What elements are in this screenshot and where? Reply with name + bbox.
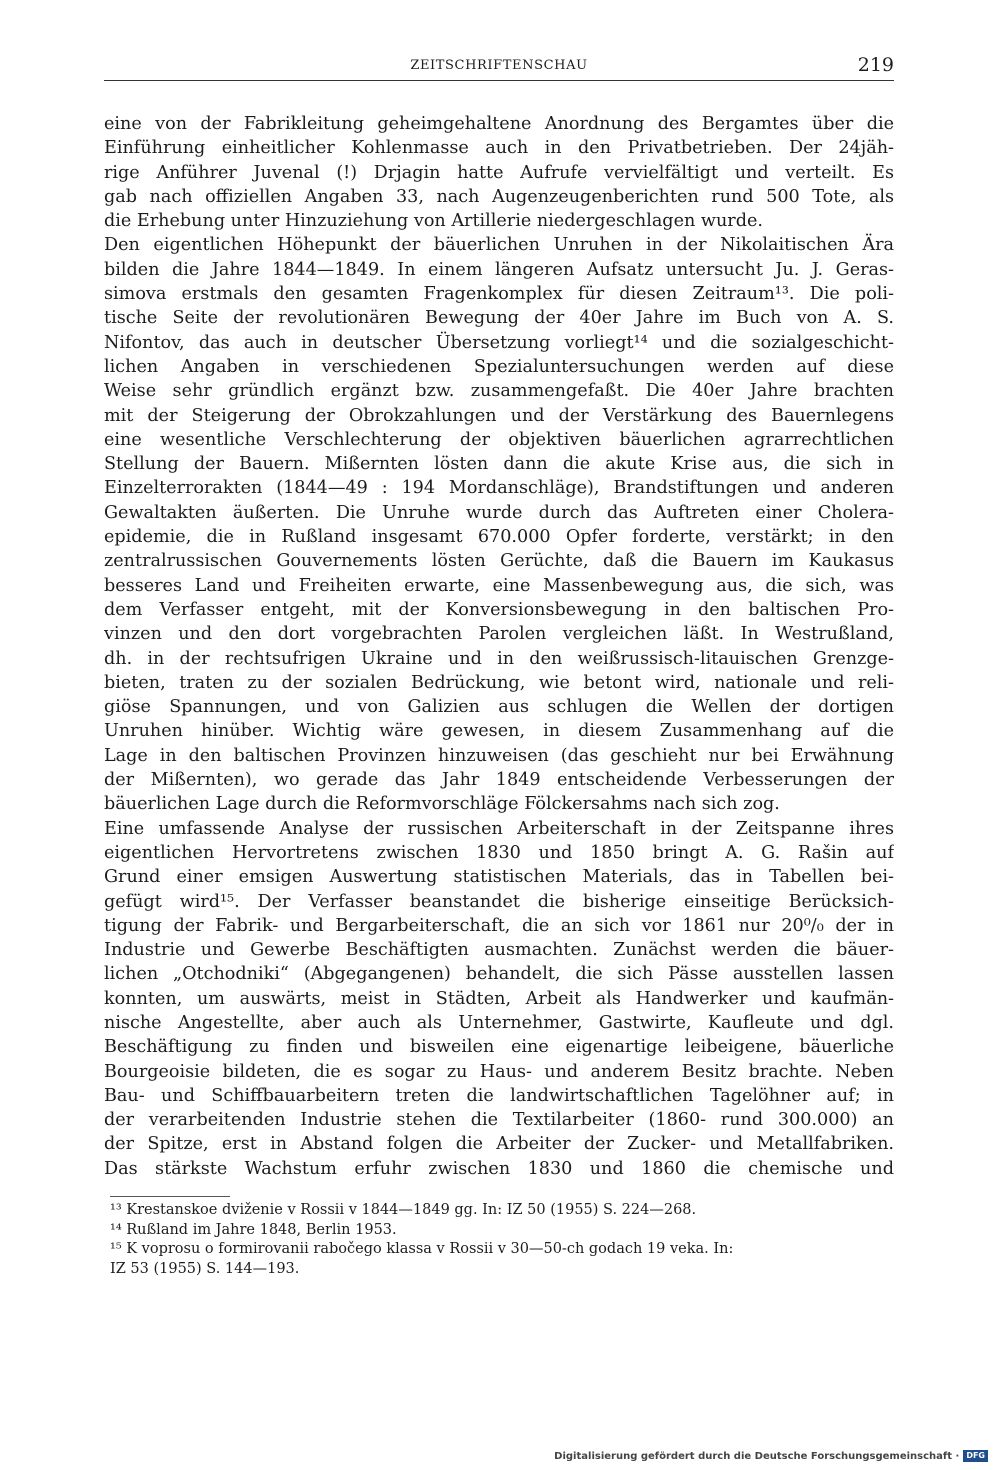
text-line: Einzelterrorakten (1844—49 : 194 Mordanschläge), Brandstiftungen und anderen <box>104 478 894 499</box>
footnote-15: ¹⁵ K voprosu o formirovanii rabočego klassa v Rossii v 30—50-ch godach 19 veka. In: <box>110 1241 734 1257</box>
funding-notice <box>554 1447 988 1465</box>
page-number: 219 <box>857 54 894 76</box>
text-line: nische Angestellte, aber auch als Unternehmer, Gastwirte, Kaufleute und dgl. <box>104 1012 894 1033</box>
text-line: Weise sehr gründlich ergänzt bzw. zusammengefaßt. Die 40er Jahre brachten <box>104 381 894 402</box>
text-line: dem Verfasser entgeht, mit der Konversionsbewegung in den baltischen Pro- <box>104 599 894 620</box>
text-line: der Mißernten), wo gerade das Jahr 1849 entscheidende Verbesserungen der <box>104 770 894 791</box>
text-line: Den eigentlichen Höhepunkt der bäuerlichen Unruhen in der Nikolaitischen Ära <box>104 235 894 256</box>
text-line: Beschäftigung zu finden und bisweilen eine eigenartige leibeigene, bäuerliche <box>104 1037 894 1058</box>
text-line: bieten, traten zu der sozialen Bedrückung, wie betont wird, nationale und reli- <box>104 672 894 693</box>
text-line: die Erhebung unter Hinzuziehung von Artillerie niedergeschlagen wurde. <box>104 211 763 232</box>
text-line: Bourgeoisie bildeten, die es sogar zu Haus- und anderem Besitz brachte. Neben <box>104 1061 894 1082</box>
text-line: giöse Spannungen, und von Galizien aus schlugen die Wellen der dortigen <box>104 697 894 718</box>
text-line: Lage in den baltischen Provinzen hinzuweisen (das geschieht nur bei Erwähnung <box>104 745 894 766</box>
text-line: Bau- und Schiffbauarbeitern treten die landwirtschaftlichen Tagelöhner auf; in <box>104 1085 894 1106</box>
text-line: lichen Angaben in verschiedenen Spezialuntersuchungen werden auf diese <box>104 356 894 377</box>
text-line: Einführung einheitlicher Kohlenmasse auch in den Privatbetrieben. Der 24jäh- <box>104 138 894 159</box>
funding-text: Digitalisierung gefördert durch die Deutsche Forschungsgemeinschaft · <box>554 1450 960 1462</box>
footnote-13: ¹³ Krestanskoe dviženie v Rossii v 1844—1849 gg. In: IZ 50 (1955) S. 224—268. <box>110 1202 697 1218</box>
footnote-14: ¹⁴ Rußland im Jahre 1848, Berlin 1953. <box>110 1221 397 1238</box>
text-line: rige Anführer Juvenal (!) Drjagin hatte Aufrufe vervielfältigt und verteilt. Es <box>104 162 894 183</box>
text-line: lichen „Otchodniki“ (Abgegangenen) behandelt, die sich Pässe ausstellen lassen <box>104 964 894 985</box>
text-line: tische Seite der revolutionären Bewegung der 40er Jahre im Buch von A. S. <box>104 308 894 329</box>
text-line: tigung der Fabrik- und Bergarbeiterschaft, die an sich vor 1861 nur 20⁰/₀ der in <box>104 915 894 936</box>
dfg-logo: DFG <box>963 1450 988 1462</box>
text-line: konnten, um auswärts, meist in Städten, Arbeit als Handwerker und kaufmän- <box>104 988 894 1009</box>
text-line: epidemie, die in Rußland insgesamt 670.000 Opfer forderte, verstärkt; in den <box>104 527 894 548</box>
text-line: eine von der Fabrikleitung geheimgehaltene Anordnung des Bergamtes über die <box>104 114 894 134</box>
text-line: bäuerlichen Lage durch die Reformvorschläge Fölckersahms nach sich zog. <box>104 794 780 815</box>
text-line: Eine umfassende Analyse der russischen Arbeiterschaft in der Zeitspanne ihres <box>104 818 894 839</box>
text-line: gefügt wird¹⁵. Der Verfasser beanstandet die bisherige einseitige Berücksich- <box>104 891 894 912</box>
text-line: Das stärkste Wachstum erfuhr zwischen 1830 und 1860 die chemische und <box>104 1158 894 1179</box>
text-line: Unruhen hinüber. Wichtig wäre gewesen, in diesem Zusammenhang auf die <box>104 721 894 742</box>
header-rule <box>104 80 894 81</box>
text-line: gab nach offiziellen Angaben 33, nach Augenzeugenberichten rund 500 Tote, als <box>104 186 894 207</box>
text-line: besseres Land und Freiheiten erwarte, eine Massenbewegung aus, die sich, was <box>104 575 894 596</box>
body-text <box>104 112 894 1181</box>
text-line: dh. in der rechtsufrigen Ukraine und in den weißrussisch-litauischen Grenzge- <box>104 648 894 669</box>
text-line: eigentlichen Hervortretens zwischen 1830 und 1850 bringt A. G. Rašin auf <box>104 842 894 863</box>
text-line: der verarbeitenden Industrie stehen die Textilarbeiter (1860- rund 300.000) an <box>104 1110 894 1131</box>
text-line: Nifontov, das auch in deutscher Übersetzung vorliegt¹⁴ und die sozialgeschicht- <box>104 332 894 353</box>
text-line: Grund einer emsigen Auswertung statistischen Materials, das in Tabellen bei- <box>104 867 894 888</box>
footnote-rule <box>110 1196 230 1197</box>
footnote-15-continued: IZ 53 (1955) S. 144—193. <box>110 1260 300 1277</box>
text-line: vinzen und den dort vorgebrachten Parolen vergleichen läßt. In Westrußland, <box>104 624 894 645</box>
text-line: der Spitze, erst in Abstand folgen die Arbeiter der Zucker- und Metallfabriken. <box>104 1134 894 1155</box>
running-title: ZEITSCHRIFTENSCHAU <box>410 58 588 73</box>
footnotes <box>110 1201 890 1279</box>
text-line: eine wesentliche Verschlechterung der objektiven bäuerlichen agrarrechtlichen <box>104 429 894 450</box>
text-line: bilden die Jahre 1844—1849. In einem längeren Aufsatz untersucht Ju. J. Geras- <box>104 259 894 280</box>
text-line: simova erstmals den gesamten Fragenkomplex für diesen Zeitraum¹³. Die poli- <box>104 284 894 305</box>
page-header <box>104 54 894 82</box>
text-line: zentralrussischen Gouvernements lösten Gerüchte, daß die Bauern im Kaukasus <box>104 551 894 572</box>
text-line: Stellung der Bauern. Mißernten lösten dann die akute Krise aus, die sich in <box>104 454 894 475</box>
text-line: mit der Steigerung der Obrokzahlungen und der Verstärkung des Bauernlegens <box>104 405 894 426</box>
text-line: Gewaltakten äußerten. Die Unruhe wurde durch das Auftreten einer Cholera- <box>104 502 894 523</box>
text-line: Industrie und Gewerbe Beschäftigten ausmachten. Zunächst werden die bäuer- <box>104 940 894 961</box>
